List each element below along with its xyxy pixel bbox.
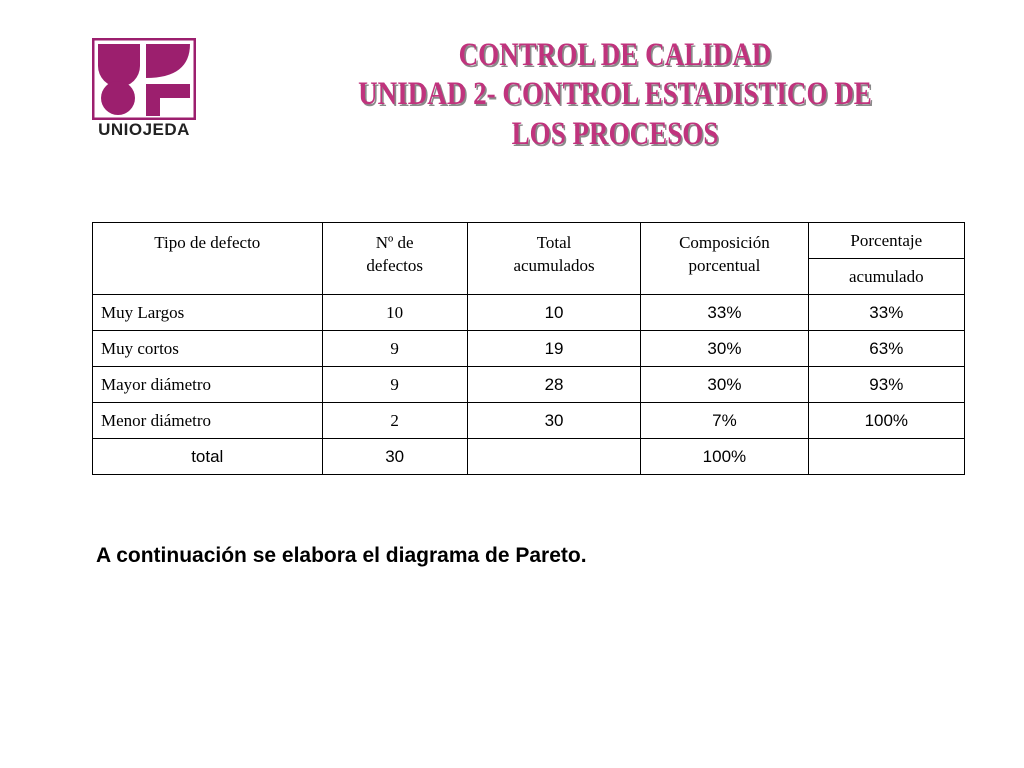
cell-total-acumulados <box>467 439 640 475</box>
cell-porcentaje: 93% <box>808 367 964 403</box>
cell-numero: 2 <box>322 403 467 439</box>
cell-total: 10 <box>467 295 640 331</box>
cell-numero: 9 <box>322 367 467 403</box>
defects-table <box>92 222 965 475</box>
table-footer-row <box>93 439 965 475</box>
header-comp-l1: Composición <box>679 233 770 252</box>
title-line-1: CONTROL DE CALIDAD <box>458 37 772 73</box>
title-line-2: UNIDAD 2- CONTROL ESTADISTICO DE LOS PROCESOS <box>358 76 872 152</box>
header-porcentaje <box>808 223 964 259</box>
table-row <box>93 403 965 439</box>
cell-tipo: Menor diámetro <box>93 403 323 439</box>
cell-composicion: 30% <box>641 367 808 403</box>
table-row <box>93 331 965 367</box>
header-numero <box>322 223 467 295</box>
cell-total: 30 <box>467 403 640 439</box>
header-tipo-text: Tipo de defecto <box>154 233 261 252</box>
uniojeda-emblem-icon <box>92 38 196 120</box>
cell-porcentaje: 33% <box>808 295 964 331</box>
cell-total: 19 <box>467 331 640 367</box>
table-row <box>93 295 965 331</box>
cell-numero: 10 <box>322 295 467 331</box>
header-numero-l1: Nº de <box>375 233 414 252</box>
cell-tipo: Muy Largos <box>93 295 323 331</box>
cell-porcentaje: 100% <box>808 403 964 439</box>
uniojeda-logo <box>92 38 196 142</box>
cell-composicion: 7% <box>641 403 808 439</box>
header-porc-l1: Porcentaje <box>850 230 923 250</box>
header-composicion <box>641 223 808 295</box>
header-numero-l2: defectos <box>366 256 423 275</box>
cell-tipo: Mayor diámetro <box>93 367 323 403</box>
cell-tipo: Muy cortos <box>93 331 323 367</box>
header-acumulado <box>808 259 964 295</box>
header-porc-l2: acumulado <box>849 266 924 286</box>
header-total-l2: acumulados <box>513 256 595 275</box>
header-total-l1: Total <box>536 233 572 252</box>
cell-numero: 9 <box>322 331 467 367</box>
page-title <box>357 36 874 154</box>
cell-composicion: 30% <box>641 331 808 367</box>
cell-porcentaje: 63% <box>808 331 964 367</box>
table-header-row <box>93 223 965 259</box>
header-total <box>467 223 640 295</box>
table-row <box>93 367 965 403</box>
cell-composicion: 33% <box>641 295 808 331</box>
header-comp-l2: porcentual <box>688 256 761 275</box>
cell-total-composicion: 100% <box>641 439 808 475</box>
cell-total-porcentaje <box>808 439 964 475</box>
cell-total: 28 <box>467 367 640 403</box>
pareto-note: A continuación se elabora el diagrama de Pareto. <box>96 544 587 567</box>
cell-total-label: total <box>93 439 323 475</box>
logo-text: UNIOJEDA <box>98 120 190 139</box>
header-tipo <box>93 223 323 295</box>
cell-total-numero: 30 <box>322 439 467 475</box>
